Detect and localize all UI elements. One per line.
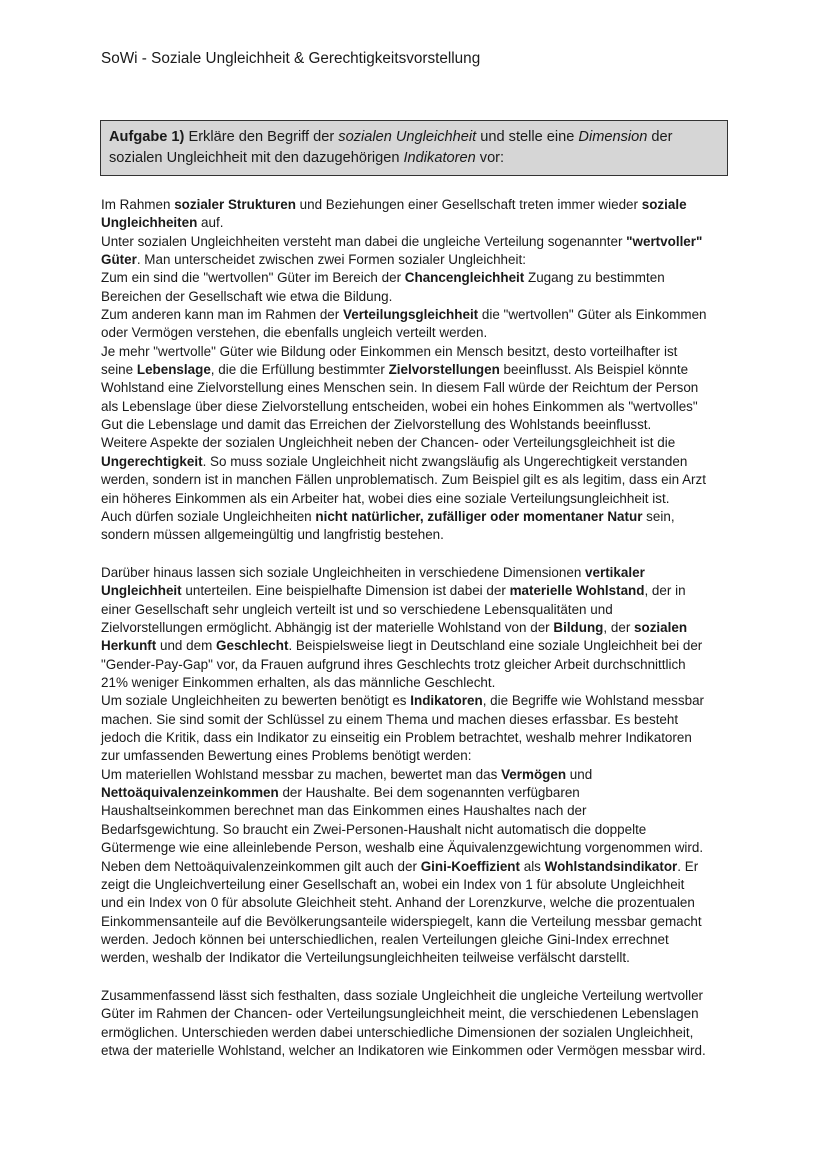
task-box: [100, 120, 728, 176]
bold-term: Geschlecht: [216, 638, 289, 654]
text-segment: der Haushalte. Bei dem sogenannten verfügbaren: [278, 785, 580, 801]
bold-term: Indikatoren: [410, 693, 483, 709]
text-segment: Darüber hinaus lassen sich soziale Ungleichheiten in verschiedene Dimensionen: [101, 565, 586, 580]
text-segment: ermöglichen. Unterschieden werden dabei unterschiedliche Dimensionen der sozialen Ungleichheit,: [101, 1024, 694, 1040]
text-segment: . So muss soziale Ungleichheit nicht zwangsläufig als Ungerechtigkeit verstanden: [202, 453, 688, 469]
italic-term: Dimension: [578, 129, 648, 145]
text-line: [101, 508, 707, 526]
bold-term: Lebenslage: [136, 362, 211, 378]
text-segment: Erkläre den Begriff der: [184, 129, 339, 145]
text-line: [101, 674, 704, 692]
text-segment: , die die Erfüllung bestimmter: [210, 362, 389, 378]
text-segment: Unter sozialen Ungleichheiten versteht man dabei die ungleiche Verteilung sogenannter: [101, 233, 627, 249]
bold-term: Ungleichheit: [101, 583, 182, 599]
text-line: [101, 894, 704, 912]
text-line: [101, 656, 704, 674]
text-line: [101, 747, 704, 765]
text-line: [101, 288, 707, 306]
text-segment: unterteilen. Eine beispielhafte Dimension ist dabei der: [181, 583, 510, 599]
text-segment: und dem: [156, 638, 217, 654]
text-segment: werden, sondern ist in manchen Fällen unproblematisch. Zum Beispiel gilt es als legitim, dass ein Arzt: [101, 472, 706, 488]
text-line: [101, 306, 707, 324]
text-segment: Güter im Rahmen der Chancen- oder Verteilungsungleichheit meint, die verschiedenen Lebenslagen: [101, 1006, 699, 1022]
text-line: [101, 343, 707, 361]
text-line: [101, 839, 704, 857]
text-segment: jedoch die Kritik, dass ein Indikator zu einseitig ein Problem betrachtet, weshalb mehrer Indikatoren: [101, 730, 692, 746]
text-line: [101, 802, 704, 820]
text-segment: Zum anderen kann man im Rahmen der: [101, 307, 343, 323]
text-segment: werden. Jedoch können bei unterschiedlichen, realen Verteilungen gleiche Gini-Index errechnet: [101, 931, 669, 947]
text-segment: Neben dem Nettoäquivalenzeinkommen gilt auch der: [101, 858, 421, 874]
text-segment: und: [566, 766, 593, 782]
bold-term: Ungleichheiten: [101, 215, 198, 231]
text-line: [101, 1024, 706, 1042]
bold-term: Chancengleichheit: [404, 270, 525, 286]
document-header-title: SoWi - Soziale Ungleichheit & Gerechtigkeitsvorstellung: [101, 50, 481, 67]
text-line: [101, 1042, 706, 1060]
paragraph-dimensions-indicators: [101, 564, 704, 968]
text-segment: Haushaltseinkommen berechnet man das Einkommen eines Haushaltes nach der: [101, 803, 587, 819]
text-segment: ein höheres Einkommen als ein Arbeiter hat, wobei dies eine soziale Verteilungsungleichheit ist.: [101, 490, 670, 506]
bold-term: Gini-Koeffizient: [420, 858, 520, 874]
text-line: [101, 766, 704, 784]
text-segment: Bedarfsgewichtung. So braucht ein Zwei-Personen-Haushalt nicht automatisch die doppelte: [101, 821, 647, 837]
text-line: [101, 821, 704, 839]
text-segment: als: [519, 858, 545, 874]
text-line: [101, 361, 707, 379]
text-line: [101, 269, 707, 287]
text-segment: Zielvorstellungen ermöglicht. Abhängig ist der materielle Wohlstand von der: [101, 620, 554, 636]
text-line: [101, 233, 707, 251]
text-segment: Wohlstand eine Zielvorstellung eines Menschen sein. In diesem Fall würde der Reichtum der Person: [101, 380, 699, 396]
text-segment: zeigt die Ungleichverteilung einer Gesellschaft an, wobei ein Index von 1 für absolute Ungleichheit: [101, 876, 685, 892]
text-line: [101, 987, 706, 1005]
bold-term: soziale: [641, 197, 687, 212]
text-segment: auf.: [197, 215, 224, 231]
bold-term: Güter: [101, 252, 137, 268]
text-line: [101, 251, 707, 269]
text-segment: Auch dürfen soziale Ungleichheiten: [101, 508, 316, 524]
text-line: [101, 949, 704, 967]
text-line: [101, 784, 704, 802]
text-line: [101, 931, 704, 949]
paragraph-conclusion: [101, 987, 706, 1060]
text-segment: Weitere Aspekte der sozialen Ungleichheit neben der Chancen- oder Verteilungsgleichheit ist die: [101, 435, 676, 451]
text-segment: machen. Sie sind somit der Schlüssel zu einem Thema und machen dieses erfassbar. Es besteht: [101, 711, 679, 727]
bold-term: nicht natürlicher, zufälliger oder momentaner Natur: [315, 508, 643, 524]
text-segment: . Er: [677, 858, 699, 874]
text-segment: seine: [101, 362, 137, 378]
text-line: [101, 858, 704, 876]
text-segment: die "wertvollen" Güter als Einkommen: [478, 307, 707, 323]
text-segment: Zum ein sind die "wertvollen" Güter im Bereich der: [101, 270, 405, 286]
text-segment: sondern müssen allgemeingültig und langfristig bestehen.: [101, 527, 444, 543]
text-segment: Um soziale Ungleichheiten zu bewerten benötigt es: [101, 693, 411, 709]
text-line: [101, 324, 707, 342]
text-segment: zur umfassenden Bewertung eines Problems benötigt werden:: [101, 748, 472, 764]
text-segment: vor:: [475, 150, 505, 166]
bold-term: materielle Wohlstand: [509, 583, 645, 599]
text-line: [101, 1005, 706, 1023]
text-line: [109, 127, 721, 148]
text-line: [101, 453, 707, 471]
text-line: [101, 471, 707, 489]
text-segment: beeinflusst. Als Beispiel könnte: [499, 362, 689, 378]
text-segment: Um materiellen Wohlstand messbar zu machen, bewertet man das: [101, 766, 502, 782]
text-line: [101, 379, 707, 397]
text-segment: . Beispielsweise liegt in Deutschland eine soziale Ungleichheit bei der: [288, 638, 703, 654]
italic-term: sozialen Ungleichheit: [338, 129, 477, 145]
bold-term: vertikaler: [585, 565, 645, 580]
text-segment: Bereichen der Gesellschaft wie etwa die Bildung.: [101, 288, 393, 304]
text-segment: oder Vermögen verstehen, die ebenfalls ungleich verteilt werden.: [101, 325, 488, 341]
text-line: [101, 729, 704, 747]
text-segment: und stelle eine: [476, 129, 579, 145]
text-segment: , die Begriffe wie Wohlstand messbar: [482, 693, 705, 709]
text-segment: sein,: [642, 508, 675, 524]
bold-term: Wohlstandsindikator: [544, 858, 678, 874]
text-segment: und ein Index von 0 für absolute Gleichheit steht. Anhand der Lorenzkurve, welche die prozentualen: [101, 895, 695, 911]
text-line: [101, 526, 707, 544]
text-segment: als Lebenslage über diese Zielvorstellung entscheiden, wobei ein hohes Einkommen als "wertvolles": [101, 398, 698, 414]
text-line: [101, 398, 707, 416]
text-segment: Zugang zu bestimmten: [524, 270, 665, 286]
text-segment: , der in: [644, 583, 686, 599]
bold-term: Ungerechtigkeit: [101, 453, 203, 469]
paragraph-introduction: [101, 196, 707, 545]
text-segment: Zusammenfassend lässt sich festhalten, dass soziale Ungleichheit die ungleiche Verteilung wertvoller: [101, 988, 704, 1003]
text-segment: . Man unterscheidet zwischen zwei Formen sozialer Ungleichheit:: [136, 252, 526, 268]
text-segment: etwa der materielle Wohlstand, welcher an Indikatoren wie Einkommen oder Vermögen messbar wird.: [101, 1043, 706, 1059]
bold-term: Zielvorstellungen: [388, 362, 500, 378]
text-line: [101, 214, 707, 232]
bold-term: Aufgabe 1): [109, 129, 185, 145]
text-line: [101, 582, 704, 600]
text-line: [101, 711, 704, 729]
text-line: [109, 148, 721, 169]
text-segment: "Gender-Pay-Gap" vor, da Frauen aufgrund ihres Geschlechts trotz gleicher Arbeit durchschnittlich: [101, 656, 686, 672]
bold-term: Bildung: [553, 620, 604, 636]
text-segment: Gut die Lebenslage und damit das Erreichen der Zielvorstellung des Wohlstands beeinflusst.: [101, 417, 652, 433]
text-segment: werden, weshalb der Indikator die Verteilungsungleichheiten teilweise verfälscht darstellt.: [101, 950, 630, 966]
bold-term: sozialer Strukturen: [174, 197, 296, 212]
bold-term: Herkunft: [101, 638, 157, 654]
text-segment: , der: [603, 620, 635, 636]
text-line: [101, 876, 704, 894]
text-segment: und Beziehungen einer Gesellschaft treten immer wieder: [295, 197, 642, 212]
text-segment: einer Gesellschaft sehr ungleich verteilt ist und so verschiedene Lebensqualitäten und: [101, 601, 613, 617]
text-segment: Im Rahmen: [101, 197, 175, 212]
text-line: [101, 619, 704, 637]
bold-term: sozialen: [634, 620, 688, 636]
italic-term: Indikatoren: [403, 150, 476, 166]
text-line: [101, 434, 707, 452]
text-line: [101, 692, 704, 710]
bold-term: Nettoäquivalenzeinkommen: [101, 785, 279, 801]
bold-term: Verteilungsgleichheit: [343, 307, 479, 323]
text-line: [101, 490, 707, 508]
text-segment: 21% weniger Einkommen erhalten, als das männliche Geschlecht.: [101, 675, 496, 691]
text-line: [101, 564, 704, 582]
text-line: [101, 637, 704, 655]
text-line: [101, 196, 707, 214]
text-line: [101, 416, 707, 434]
text-segment: sozialen Ungleichheit mit den dazugehörigen: [109, 150, 404, 166]
text-segment: Einkommensanteile auf die Bevölkerungsanteile widerspiegelt, kann die Verteilung messbar gemacht: [101, 913, 702, 929]
text-line: [101, 601, 704, 619]
text-segment: Je mehr "wertvolle" Güter wie Bildung oder Einkommen ein Mensch besitzt, desto vorteilhafter ist: [101, 343, 678, 359]
text-segment: der: [647, 129, 673, 145]
text-segment: Gütermenge wie eine alleinlebende Person, weshalb eine Äquivalenzgewichtung vorgenommen wird.: [101, 840, 704, 856]
text-line: [101, 913, 704, 931]
bold-term: "wertvoller": [626, 233, 703, 249]
bold-term: Vermögen: [501, 766, 567, 782]
